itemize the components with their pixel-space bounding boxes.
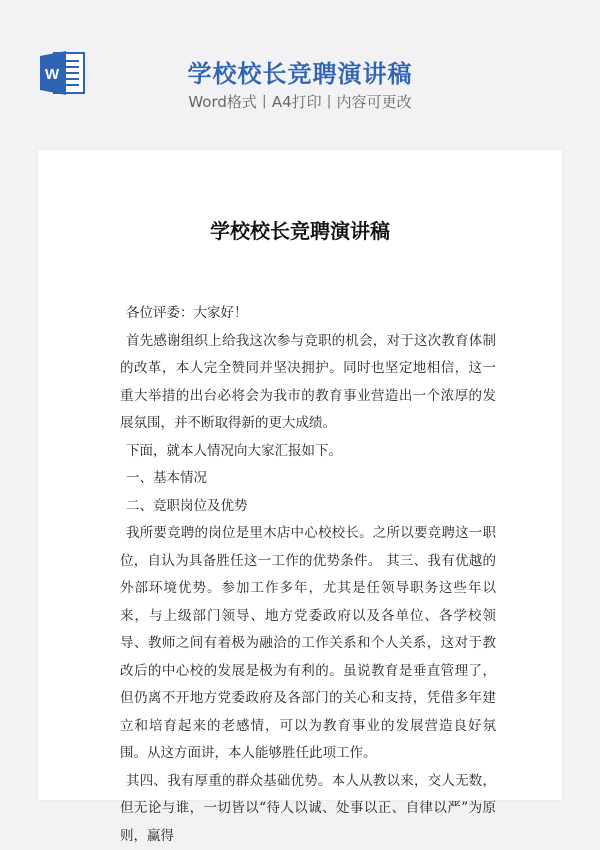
document-page xyxy=(38,150,562,800)
page-header xyxy=(0,0,600,150)
svg-text:W: W xyxy=(45,66,60,83)
document-paragraph: 其四、我有厚重的群众基础优势。本人从教以来，交人无数，但无论与谁，一切皆以“待人以诚、处事以正、自律以严”为原则，赢得 xyxy=(120,768,496,850)
document-paragraph: 一、基本情况 xyxy=(120,465,496,493)
header-subtitle: Word格式丨A4打印丨内容可更改 xyxy=(0,91,600,112)
document-paragraph: 我所要竞聘的岗位是里木店中心校校长。之所以要竞聘这一职位，自认为具备胜任这一工作的优势条件。 其三、我有优越的外部环境优势。参加工作多年，尤其是任领导职务这些年以来，与上级部门领导、地方党委政府以及各单位、各学校领导、教师之间有着极为融洽的工作关系和个人关系，这对于教改后的中心校的发展是极为有利的。虽说教育是垂直管理了，但仍离不开地方党委政府及各部门的关心和支持，凭借多年建立和培育起来的老感情，可以为教育事业的发展营造良好氛围。从这方面讲，本人能够胜任此项工作。 xyxy=(120,520,496,768)
document-title: 学校校长竞聘演讲稿 xyxy=(38,215,562,244)
document-body xyxy=(120,300,496,850)
document-paragraph: 下面，就本人情况向大家汇报如下。 xyxy=(120,438,496,466)
document-paragraph: 首先感谢组织上给我这次参与竞职的机会，对于这次教育体制的改革，本人完全赞同并坚决拥护。同时也坚定地相信，这一重大举措的出台必将会为我市的教育事业营造出一个浓厚的发展氛围，并不断取得新的更大成绩。 xyxy=(120,328,496,438)
document-paragraph: 二、竞职岗位及优势 xyxy=(120,493,496,521)
header-title: 学校校长竞聘演讲稿 xyxy=(0,54,600,89)
document-paragraph: 各位评委：大家好！ xyxy=(120,300,496,328)
